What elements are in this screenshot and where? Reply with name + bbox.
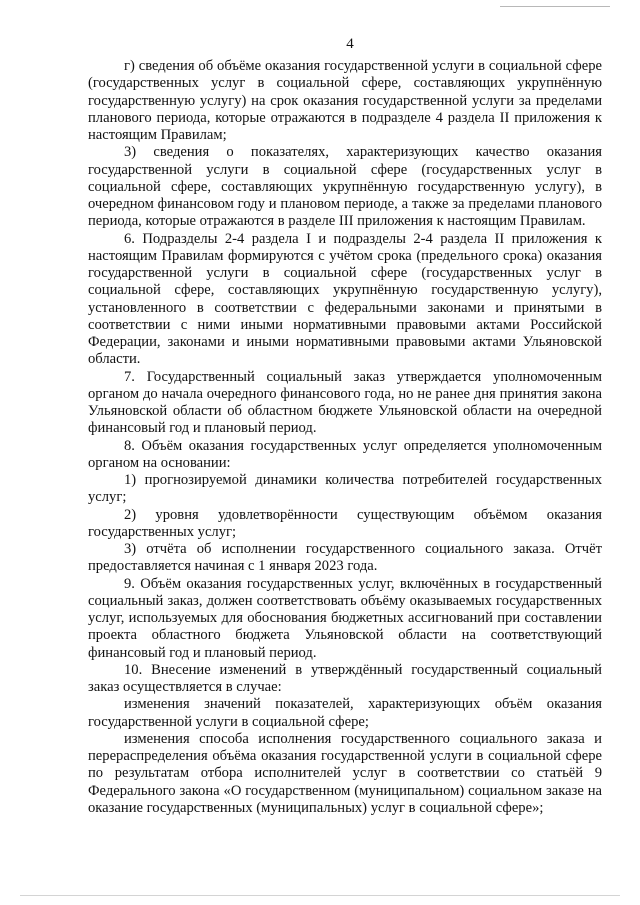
paragraph-8-item-1: 1) прогнозируемой динамики количества потребителей государственных услуг; <box>88 472 602 506</box>
scan-edge-mark-bottom <box>20 895 620 896</box>
paragraph-10-case-2: изменения способа исполнения государственного социального заказа и перераспределения объёма оказания государственной услуги в социальной сфере по результатам отбора исполнителей услуг в соответствии со статьёй 9 Федерального закона «О государственном (муниципальном) социальном заказе на оказание государственных (муниципальных) услуг в социальной сфере»; <box>88 730 602 816</box>
document-body <box>88 58 602 817</box>
paragraph-10-case-1: изменения значений показателей, характеризующих объём оказания государственной услуги в социальной сфере; <box>88 696 602 730</box>
paragraph-g-volume-info: г) сведения об объёме оказания государственной услуги в социальной сфере (государственных услуг в социальной сфере, составляющих укрупнённую государственную услугу) на срок оказания государственной услуги за пределами планового периода, которые отражаются в подразделе 4 раздела II приложения к настоящим Правилам; <box>88 58 602 143</box>
paragraph-6-subsections: 6. Подразделы 2-4 раздела I и подразделы 2-4 раздела II приложения к настоящим Правилам формируются с учётом срока (предельного срока) оказания государственной услуги в социальной сфере (государственных услуг в социальной сфере, составляющих укрупнённую государственную услугу), установленного в соответствии с федеральными законами и принятыми в соответствии с ними иными нормативными правовыми актами Российской Федерации, законами и иными нормативными правовыми актами Ульяновской области. <box>88 230 602 368</box>
paragraph-8-item-3: 3) отчёта об исполнении государственного социального заказа. Отчёт предоставляется начиная с 1 января 2023 года. <box>88 541 602 575</box>
paragraph-9-volume-match: 9. Объём оказания государственных услуг, включённых в государственный социальный заказ, должен соответствовать объёму оказываемых государственных услуг, используемых для обоснования бюджетных ассигнований при составлении проекта областного бюджета Ульяновской области на соответствующий финансовый год и плановый период. <box>88 575 602 661</box>
paragraph-8-item-2: 2) уровня удовлетворённости существующим объёмом оказания государственных услуг; <box>88 506 602 540</box>
scan-edge-mark-top <box>500 6 610 7</box>
paragraph-8-volume-basis: 8. Объём оказания государственных услуг определяется уполномоченным органом на основании: <box>88 437 602 471</box>
paragraph-10-amendments: 10. Внесение изменений в утверждённый государственный социальный заказ осуществляется в случае: <box>88 661 602 695</box>
page-number: 4 <box>346 36 354 52</box>
paragraph-3-quality-indicators: 3) сведения о показателях, характеризующих качество оказания государственной услуги в социальной сфере (государственных услуг в социальной сфере, составляющих укрупнённую государственную услугу), в очередном финансовом году и плановом периоде, а также за пределами планового периода, которые отражаются в разделе III приложения к настоящим Правилам. <box>88 144 602 230</box>
paragraph-7-approval: 7. Государственный социальный заказ утверждается уполномоченным органом до начала очередного финансового года, но не ранее дня принятия закона Ульяновской области об областном бюджете Ульяновской области на очередной финансовый год и плановый период. <box>88 368 602 437</box>
